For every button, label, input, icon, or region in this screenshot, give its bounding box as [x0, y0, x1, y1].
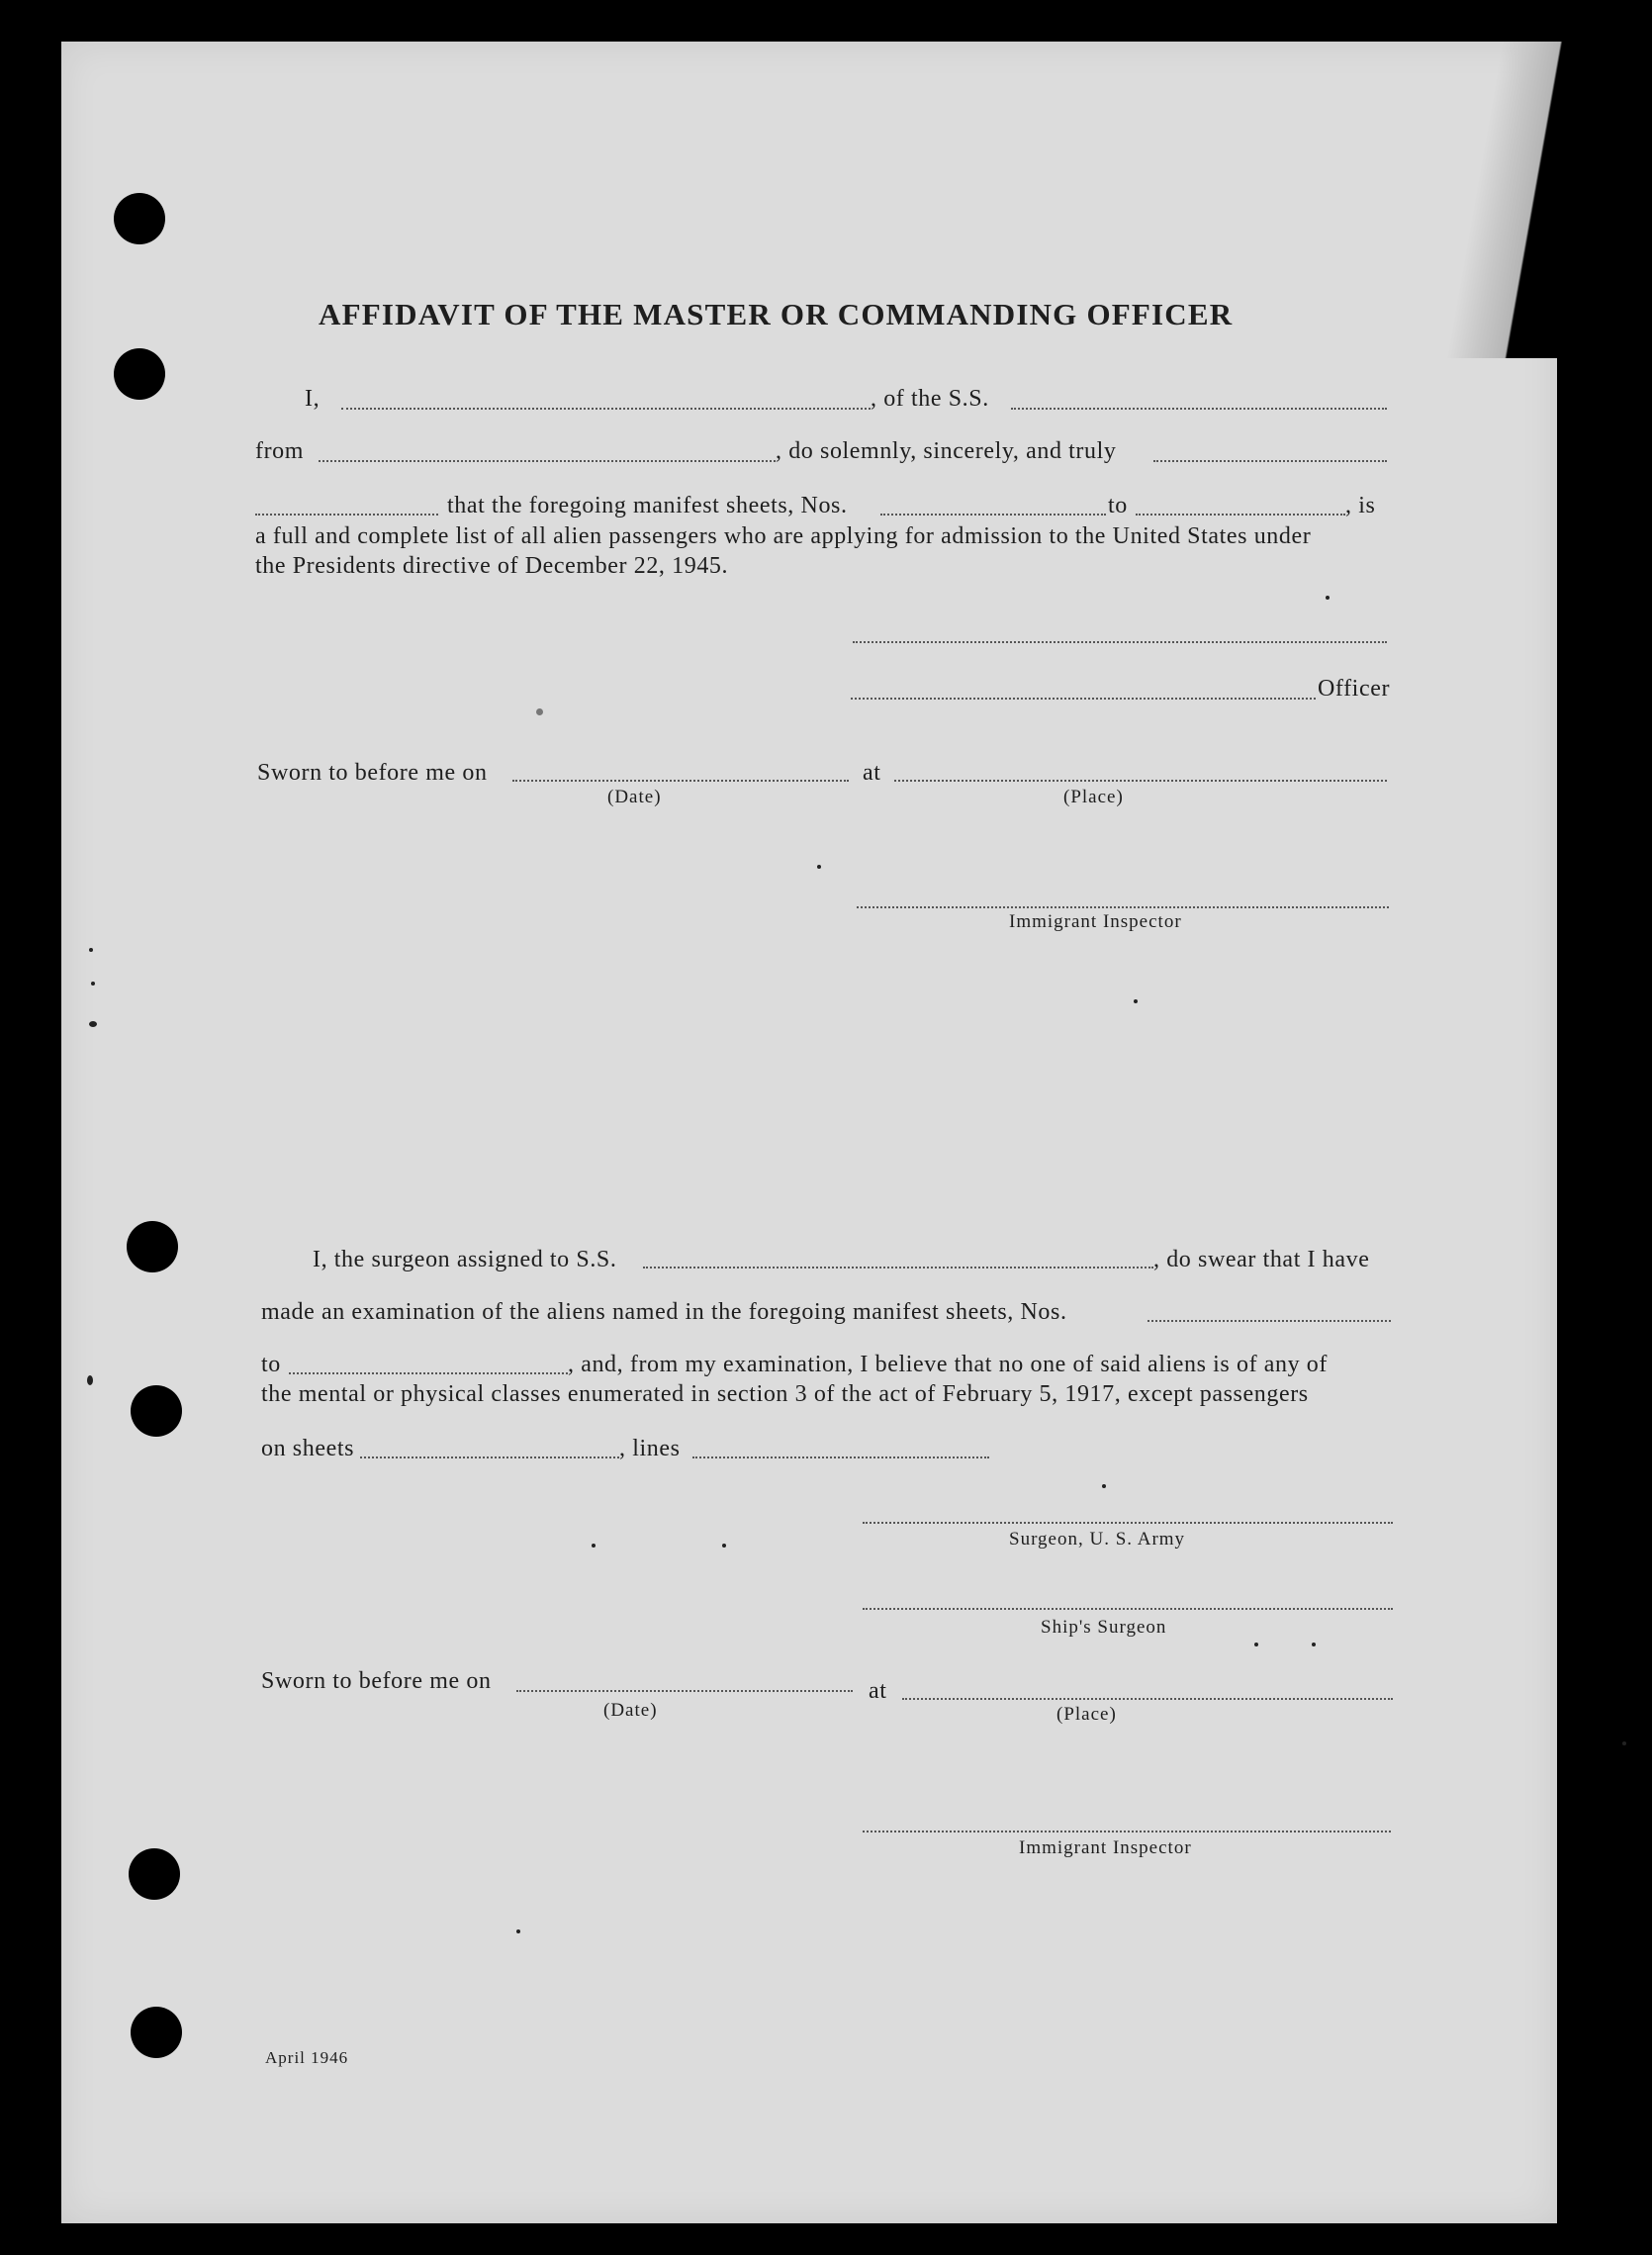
scan-speck [1622, 1741, 1626, 1745]
surgeon-lines-field[interactable] [692, 1456, 989, 1458]
punch-hole [131, 2007, 182, 2058]
master-oath-cont-field[interactable] [255, 514, 438, 516]
punch-hole [127, 1221, 178, 1272]
master-inspector-caption: Immigrant Inspector [1009, 911, 1182, 932]
scan-speck [1312, 1643, 1316, 1646]
surgeon-date-caption: (Date) [603, 1700, 658, 1721]
punch-hole [131, 1385, 182, 1437]
master-line3-start: that the foregoing manifest sheets, Nos. [447, 493, 848, 518]
surgeon-place-caption: (Place) [1056, 1704, 1117, 1725]
master-sheets-from-field[interactable] [880, 514, 1106, 516]
army-surgeon-caption: Surgeon, U. S. Army [1009, 1529, 1186, 1550]
master-place-field[interactable] [894, 780, 1387, 782]
master-line5: the Presidents directive of December 22, 1945. [255, 553, 729, 579]
punch-hole [129, 1848, 180, 1900]
master-place-caption: (Place) [1063, 787, 1124, 807]
ship-surgeon-caption: Ship's Surgeon [1041, 1617, 1167, 1638]
master-inspector-field[interactable] [857, 906, 1389, 908]
master-line2-start: from [255, 438, 305, 464]
scan-speck [91, 982, 95, 986]
master-ship-field[interactable] [1011, 408, 1387, 410]
master-line1-start: I, [305, 386, 321, 412]
scan-speck [1102, 1484, 1106, 1488]
scan-speck [536, 708, 543, 715]
surgeon-ship-field[interactable] [643, 1267, 1153, 1268]
ship-surgeon-signature-field[interactable] [863, 1608, 1393, 1610]
surgeon-sworn-label: Sworn to before me on [261, 1668, 492, 1694]
master-line3-end: , is [1345, 493, 1376, 518]
master-line1-mid: , of the S.S. [871, 386, 989, 412]
master-date-field[interactable] [512, 780, 849, 782]
surgeon-line3-start: to [261, 1352, 281, 1377]
surgeon-line3-end: , and, from my examination, I believe that no one of said aliens is of any of [568, 1352, 1329, 1377]
scan-speck [89, 1021, 97, 1027]
master-line3-to: to [1108, 493, 1128, 518]
surgeon-line2: made an examination of the aliens named in the foregoing manifest sheets, Nos. [261, 1299, 1067, 1325]
scan-speck [592, 1544, 596, 1548]
surgeon-sheets-from-field[interactable] [1147, 1320, 1391, 1322]
surgeon-sheets-field[interactable] [360, 1456, 619, 1458]
master-signature-field[interactable] [853, 641, 1387, 643]
scan-speck [516, 1929, 520, 1933]
punch-hole [114, 193, 165, 244]
surgeon-place-field[interactable] [902, 1698, 1393, 1700]
master-sworn-label: Sworn to before me on [257, 760, 488, 786]
officer-signature-field[interactable] [851, 698, 1316, 700]
scan-speck [817, 865, 821, 869]
punch-hole [114, 348, 165, 400]
scan-speck [1134, 999, 1138, 1003]
surgeon-line1-start: I, the surgeon assigned to S.S. [313, 1247, 617, 1272]
surgeon-line4: the mental or physical classes enumerated in section 3 of the act of February 5, 1917, except passengers [261, 1381, 1309, 1407]
surgeon-line5-lines: , lines [619, 1436, 681, 1461]
scan-speck [87, 1375, 93, 1385]
master-sheets-to-field[interactable] [1136, 514, 1345, 516]
master-from-field[interactable] [319, 460, 776, 462]
master-date-caption: (Date) [607, 787, 662, 807]
army-surgeon-signature-field[interactable] [863, 1522, 1393, 1524]
surgeon-date-field[interactable] [516, 1690, 853, 1692]
master-at-label: at [863, 760, 881, 786]
surgeon-at-label: at [869, 1678, 887, 1704]
page-title: AFFIDAVIT OF THE MASTER OR COMMANDING OFFICER [319, 297, 1234, 331]
form-date-footer: April 1946 [265, 2048, 349, 2067]
surgeon-inspector-field[interactable] [863, 1831, 1391, 1832]
officer-label: Officer [1318, 676, 1391, 702]
surgeon-inspector-caption: Immigrant Inspector [1019, 1837, 1192, 1858]
master-name-field[interactable] [341, 408, 871, 410]
scan-speck [1254, 1643, 1258, 1646]
scan-speck [89, 948, 93, 952]
surgeon-line5-start: on sheets [261, 1436, 355, 1461]
page-curl [1424, 42, 1563, 358]
surgeon-line1-end: , do swear that I have [1153, 1247, 1370, 1272]
surgeon-sheets-to-field[interactable] [289, 1372, 568, 1374]
scan-speck [1326, 596, 1330, 600]
form-page [61, 42, 1557, 2223]
master-line4: a full and complete list of all alien passengers who are applying for admission to the United States under [255, 523, 1312, 549]
scan-speck [722, 1544, 726, 1548]
master-oath-field[interactable] [1153, 460, 1387, 462]
master-line2-mid: , do solemnly, sincerely, and truly [776, 438, 1117, 464]
